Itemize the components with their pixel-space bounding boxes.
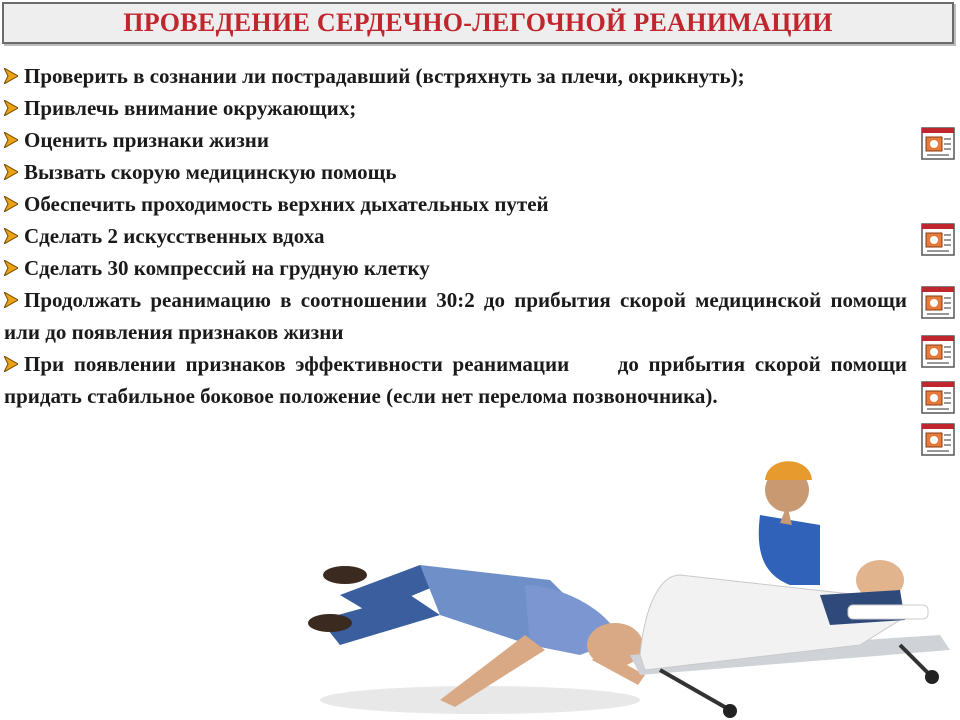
step-text: Проверить в сознании ли пострадавший (встряхнуть за плечи, окрикнуть); [24,64,745,88]
step-text: Сделать 30 компрессий на грудную клетку [24,256,430,280]
arrow-bullet-icon [4,260,18,276]
list-item [4,348,913,412]
arrow-bullet-icon [4,132,18,148]
document-link-icon[interactable] [921,335,955,368]
step-text: При появлении признаков эффективности реанимации до прибытия скорой помощи придать стабильное боковое положение (если нет перелома позвоночника). [4,352,913,408]
arrow-bullet-icon [4,100,18,116]
victim-figure [308,565,645,714]
list-item [4,220,907,252]
list-item [4,156,907,188]
step-text: Оценить признаки жизни [24,128,269,152]
document-link-icon[interactable] [921,286,955,319]
list-item [4,252,907,284]
arrow-bullet-icon [4,164,18,180]
document-link-icon[interactable] [921,223,955,256]
document-link-icon[interactable] [921,381,955,414]
list-item [4,188,907,220]
page-title: ПРОВЕДЕНИЕ СЕРДЕЧНО-ЛЕГОЧНОЙ РЕАНИМАЦИИ [123,8,833,37]
arrow-bullet-icon [4,228,18,244]
document-link-icon[interactable] [921,127,955,160]
title-bar [2,2,954,44]
steps-list [4,60,913,412]
step-text: Привлечь внимание окружающих; [24,96,357,120]
arrow-bullet-icon [4,196,18,212]
list-item [4,284,907,348]
cpr-illustration [300,445,960,720]
list-item [4,60,907,92]
list-item [4,92,907,124]
step-text: Обеспечить проходимость верхних дыхательных путей [24,192,549,216]
rescuer-figure [759,461,820,585]
list-item [4,124,907,156]
step-text: Продолжать реанимацию в соотношении 30:2 до прибытия скорой медицинской помощи или до появления признаков жизни [4,288,907,344]
arrow-bullet-icon [4,68,18,84]
arrow-bullet-icon [4,356,18,372]
step-text: Вызвать скорую медицинскую помощь [24,160,397,184]
step-text: Сделать 2 искусственных вдоха [24,224,325,248]
arrow-bullet-icon [4,292,18,308]
